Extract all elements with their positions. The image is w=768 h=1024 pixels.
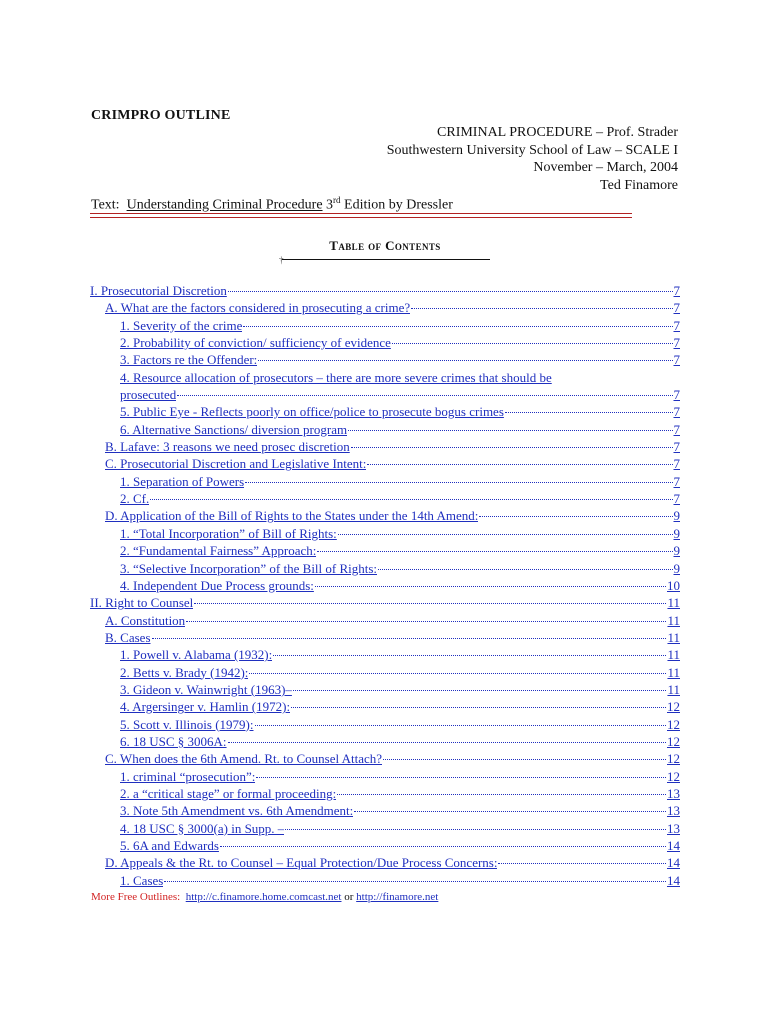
toc-entry[interactable] — [90, 682, 680, 699]
toc-entry-text[interactable]: 4. Independent Due Process grounds: — [120, 577, 314, 593]
toc-entry-text[interactable]: D. Appeals & the Rt. to Counsel – Equal Protection/Due Process Concerns: — [105, 855, 498, 871]
edition-number: 3 — [326, 197, 334, 213]
toc-page-number[interactable]: 12 — [667, 733, 680, 749]
toc-page-number[interactable]: 12 — [667, 751, 680, 767]
toc-entry-text[interactable]: 5. 6A and Edwards — [120, 838, 219, 853]
toc-entry-text[interactable]: 3. “Selective Incorporation” of the Bill of Rights: — [120, 560, 378, 576]
toc-page-number[interactable]: 13 — [667, 803, 680, 819]
toc-entry-text[interactable]: 3. Note 5th Amendment vs. 6th Amendment: — [120, 803, 354, 819]
toc-entry[interactable] — [90, 335, 680, 352]
toc-entry[interactable] — [90, 491, 680, 508]
toc-leader-dots — [479, 515, 672, 517]
toc-entry[interactable] — [90, 318, 680, 335]
toc-page-number[interactable]: 12 — [667, 716, 680, 732]
toc-leader-dots — [228, 741, 666, 743]
toc-entry[interactable] — [90, 821, 680, 838]
toc-leader-dots — [337, 793, 666, 795]
toc-leader-dots — [367, 463, 672, 465]
toc-entry-text[interactable]: C. When does the 6th Amend. Rt. to Counsel Attach? — [105, 751, 383, 767]
toc-entry-text[interactable]: II. Right to Counsel — [90, 595, 194, 611]
toc-page-number[interactable]: 9 — [673, 508, 680, 524]
toc-entry-text[interactable]: 1. Cases — [120, 872, 164, 888]
toc-leader-dots — [505, 411, 673, 413]
toc-entry[interactable] — [90, 543, 680, 560]
toc-entry-text[interactable]: 3. Factors re the Offender: — [120, 352, 258, 368]
toc-entry[interactable] — [90, 526, 680, 543]
toc-leader-dots — [258, 359, 672, 361]
toc-leader-dots — [194, 602, 666, 604]
toc-entry-text[interactable]: 5. Public Eye - Reflects poorly on office/police to prosecute bogus crimes — [120, 404, 504, 420]
toc-page-number[interactable]: 7 — [673, 317, 680, 333]
textbook-line — [91, 195, 453, 214]
toc-page-number[interactable]: 13 — [667, 785, 680, 801]
toc-entry[interactable] — [90, 647, 680, 664]
toc-leader-dots — [378, 568, 672, 570]
toc-page-number[interactable]: 7 — [673, 335, 680, 351]
toc-entry[interactable] — [90, 855, 680, 872]
toc-page-number[interactable]: 11 — [667, 681, 680, 697]
toc-entry-text[interactable]: D. Application of the Bill of Rights to the States under the 14th Amend: — [105, 508, 479, 524]
toc-leader-dots — [255, 724, 667, 726]
toc-entry[interactable] — [90, 456, 680, 473]
toc-leader-dots — [152, 637, 667, 639]
text-label: Text: — [91, 197, 120, 213]
toc-entry-text[interactable]: B. Cases — [105, 629, 151, 645]
toc-entry-text[interactable]: prosecuted — [120, 387, 177, 403]
header-block — [387, 124, 678, 194]
toc-entry-text[interactable]: 4. Resource allocation of prosecutors – there are more severe crimes that should be — [120, 369, 552, 385]
toc-entry-text[interactable]: 4. Argersinger v. Hamlin (1972): — [120, 699, 291, 715]
toc-entry-text[interactable]: 5. Scott v. Illinois (1979): — [120, 716, 254, 732]
toc-entry-text[interactable]: B. Lafave: 3 reasons we need prosec discretion — [105, 439, 350, 455]
toc-leader-dots — [243, 325, 672, 327]
toc-page-number[interactable]: 9 — [673, 560, 680, 576]
toc-entry-text[interactable]: 1. Powell v. Alabama (1932): — [120, 647, 273, 663]
toc-entry-text[interactable]: I. Prosecutorial Discretion — [90, 283, 227, 298]
toc-entry[interactable] — [90, 873, 680, 890]
school-line: Southwestern University School of Law – SCALE I — [386, 142, 678, 158]
book-title: Understanding Criminal Procedure — [126, 197, 323, 213]
toc-page-number[interactable]: 7 — [673, 456, 680, 472]
toc-page-number[interactable]: 11 — [667, 629, 680, 645]
toc-entry[interactable] — [90, 439, 680, 456]
toc-page-number[interactable]: 7 — [673, 283, 680, 298]
toc-leader-dots — [354, 810, 666, 812]
toc-entry[interactable] — [90, 769, 680, 786]
footer — [91, 891, 438, 903]
toc-leader-dots — [351, 446, 673, 448]
edition-superscript: rd — [333, 195, 341, 205]
toc-entry[interactable] — [90, 699, 680, 716]
toc-page-number[interactable]: 11 — [667, 647, 680, 663]
toc-page-number[interactable]: 13 — [667, 820, 680, 836]
document-title: CRIMPRO OUTLINE — [91, 108, 231, 123]
toc-entry[interactable] — [90, 665, 680, 682]
toc-entry[interactable] — [90, 352, 680, 369]
toc-entry[interactable] — [90, 474, 680, 491]
toc-page-number[interactable]: 11 — [667, 612, 680, 628]
toc-entry[interactable] — [90, 751, 680, 768]
toc-entry-text[interactable]: 1. Separation of Powers — [120, 473, 245, 489]
toc-entry[interactable] — [90, 838, 680, 855]
toc-entry[interactable] — [90, 595, 680, 612]
toc-page-number[interactable]: 9 — [673, 543, 680, 559]
toc-leader-dots — [285, 828, 666, 830]
footer-link-1[interactable]: http://c.finamore.home.comcast.net — [185, 891, 342, 903]
toc-entry[interactable] — [90, 717, 680, 734]
toc-entry[interactable] — [90, 422, 680, 439]
toc-page-number[interactable]: 7 — [673, 439, 680, 455]
toc-entry-text[interactable]: 1. Severity of the crime — [120, 317, 243, 333]
toc-entry-text[interactable]: 2. Cf. — [120, 491, 150, 507]
toc-page-number[interactable]: 7 — [673, 387, 680, 403]
toc-entry[interactable] — [90, 734, 680, 751]
toc-heading: Table of Contents — [329, 238, 441, 253]
toc-leader-dots — [293, 689, 667, 691]
toc-page-number[interactable]: 7 — [673, 300, 680, 316]
toc-leader-dots — [273, 654, 666, 656]
toc-page-number[interactable]: 7 — [673, 421, 680, 437]
footer-link-2[interactable]: http://finamore.net — [356, 891, 439, 903]
toc-leader-dots — [392, 342, 673, 344]
toc-leader-dots — [317, 550, 672, 552]
toc-page-number[interactable]: 12 — [667, 699, 680, 715]
toc-entry[interactable] — [90, 578, 680, 595]
toc-entry[interactable] — [90, 613, 680, 630]
toc-entry[interactable] — [90, 508, 680, 525]
toc-leader-dots — [498, 862, 666, 864]
toc-leader-dots — [177, 394, 672, 396]
toc-page-number[interactable]: 7 — [673, 352, 680, 368]
toc-leader-dots — [164, 880, 666, 882]
toc-page-number[interactable]: 12 — [667, 768, 680, 784]
header-double-rule — [90, 213, 632, 218]
toc-entry-text[interactable]: 3. Gideon v. Wainwright (1963)– — [120, 681, 292, 697]
toc-entry-text[interactable]: 6. 18 USC § 3006A: — [120, 733, 227, 749]
toc-entry-text[interactable]: 1. criminal “prosecution”: — [120, 768, 256, 784]
toc-leader-dots — [186, 620, 666, 622]
toc-page-number[interactable]: 14 — [667, 855, 680, 871]
toc-page-number[interactable]: 7 — [673, 473, 680, 489]
toc-leader-dots — [291, 706, 666, 708]
toc-page-number[interactable]: 11 — [667, 595, 680, 611]
toc-leader-dots — [249, 672, 666, 674]
toc-entry-text[interactable]: 2. “Fundamental Fairness” Approach: — [120, 543, 317, 559]
toc-page-number[interactable]: 14 — [667, 838, 680, 853]
author-line: Ted Finamore — [600, 177, 678, 193]
toc-entry-text[interactable]: A. Constitution — [105, 612, 186, 628]
toc-entry-text[interactable]: 2. Betts v. Brady (1942): — [120, 664, 249, 680]
toc-leader-dots — [315, 585, 666, 587]
toc-entry-text[interactable]: 2. Probability of conviction/ sufficiency of evidence — [120, 335, 391, 351]
toc-entry-text[interactable]: 4. 18 USC § 3000(a) in Supp. – — [120, 820, 285, 836]
toc-entry[interactable] — [90, 370, 680, 387]
toc-entry-text[interactable]: 2. a “critical stage” or formal proceeding: — [120, 785, 337, 801]
toc-leader-dots — [220, 845, 666, 847]
toc-entry-text[interactable]: C. Prosecutorial Discretion and Legislative Intent: — [105, 456, 367, 472]
toc-page-number[interactable]: 14 — [667, 872, 680, 888]
toc-entry[interactable] — [90, 404, 680, 421]
toc-page-number[interactable]: 7 — [673, 491, 680, 507]
toc-entry[interactable] — [90, 561, 680, 578]
table-of-contents — [90, 283, 680, 890]
toc-page-number[interactable]: 10 — [667, 577, 680, 593]
toc-page-number[interactable]: 11 — [667, 664, 680, 680]
toc-leader-dots — [150, 498, 672, 500]
dates-line: November – March, 2004 — [533, 160, 678, 175]
toc-entry[interactable] — [90, 283, 680, 300]
toc-page-number[interactable]: 9 — [673, 525, 680, 541]
toc-entry[interactable] — [90, 387, 680, 404]
toc-leader-dots — [256, 776, 666, 778]
toc-leader-dots — [411, 307, 672, 309]
toc-page-number[interactable]: 7 — [673, 404, 680, 420]
toc-entry-text[interactable]: A. What are the factors considered in prosecuting a crime? — [105, 300, 411, 316]
toc-entry[interactable] — [90, 630, 680, 647]
toc-leader-dots — [338, 533, 673, 535]
toc-heading-rule — [282, 259, 490, 260]
edition-rest: Edition by Dressler — [344, 197, 453, 213]
toc-leader-dots — [348, 429, 672, 431]
toc-entry-text[interactable]: 6. Alternative Sanctions/ diversion program — [120, 421, 348, 437]
toc-leader-dots — [228, 290, 673, 292]
toc-leader-dots — [245, 481, 672, 483]
toc-entry[interactable] — [90, 300, 680, 317]
toc-leader-dots — [383, 758, 666, 760]
footer-separator: or — [344, 891, 354, 903]
toc-entry-text[interactable]: 1. “Total Incorporation” of Bill of Rights: — [120, 525, 337, 541]
toc-entry[interactable] — [90, 803, 680, 820]
footer-lead: More Free Outlines: — [91, 891, 181, 903]
toc-entry[interactable] — [90, 786, 680, 803]
course-line: CRIMINAL PROCEDURE – Prof. Strader — [437, 125, 678, 140]
anchor-mark-icon: † — [279, 255, 284, 265]
